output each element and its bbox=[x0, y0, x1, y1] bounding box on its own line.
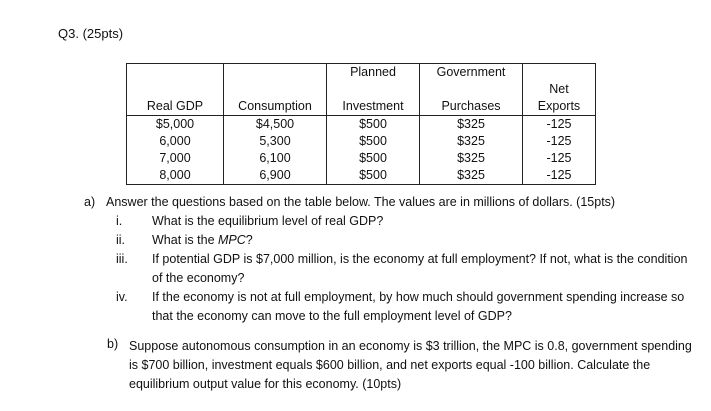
question-a-header bbox=[84, 193, 694, 212]
table-cell: $500 bbox=[327, 116, 420, 134]
table-row bbox=[127, 167, 596, 185]
table-cell: 7,000 bbox=[127, 150, 224, 167]
table-row bbox=[127, 150, 596, 167]
table-cell: $325 bbox=[420, 116, 523, 134]
header-top-consumption bbox=[224, 64, 327, 82]
item-text-italic-mpc: MPC bbox=[218, 233, 246, 247]
table-cell: 5,300 bbox=[224, 133, 327, 150]
table-cell: $325 bbox=[420, 167, 523, 185]
item-number: i. bbox=[116, 214, 123, 228]
header-top-real-gdp bbox=[127, 64, 224, 82]
header-investment: Investment bbox=[327, 81, 420, 116]
table-cell: $325 bbox=[420, 150, 523, 167]
table-row bbox=[127, 116, 596, 134]
item-number: iii. bbox=[116, 252, 128, 266]
question-a bbox=[84, 193, 694, 326]
table-cell: 6,100 bbox=[224, 150, 327, 167]
question-a-item-iii bbox=[84, 250, 694, 288]
header-real-gdp: Real GDP bbox=[127, 81, 224, 116]
header-top-net-exports bbox=[523, 64, 596, 82]
header-government: Purchases bbox=[420, 81, 523, 116]
item-number: ii. bbox=[116, 233, 126, 247]
question-a-text: Answer the questions based on the table below. The values are in millions of dollars. (15pts) bbox=[106, 195, 616, 209]
table-row bbox=[127, 133, 596, 150]
item-text-before: What is the bbox=[152, 233, 218, 247]
table-cell: $325 bbox=[420, 133, 523, 150]
item-text: What is the equilibrium level of real GDP? bbox=[152, 214, 384, 228]
question-b-label: b) bbox=[107, 337, 119, 351]
table-cell: -125 bbox=[523, 167, 596, 185]
table-cell: $500 bbox=[327, 167, 420, 185]
table-cell: 8,000 bbox=[127, 167, 224, 185]
question-a-item-iv bbox=[84, 288, 694, 326]
table-cell: $5,000 bbox=[127, 116, 224, 134]
item-number: iv. bbox=[116, 290, 128, 304]
table-cell: -125 bbox=[523, 133, 596, 150]
table-cell: $500 bbox=[327, 150, 420, 167]
item-text: If potential GDP is $7,000 million, is the economy at full employment? If not, what is the condition of the economy? bbox=[152, 252, 688, 285]
question-b bbox=[107, 337, 697, 394]
question-title: Q3. (25pts) bbox=[58, 26, 124, 41]
header-net-exports: Net Exports bbox=[523, 81, 596, 116]
table-cell: 6,000 bbox=[127, 133, 224, 150]
economic-data-table bbox=[126, 63, 596, 185]
item-text-after: ? bbox=[245, 233, 253, 247]
table-cell: -125 bbox=[523, 116, 596, 134]
table-cell: 6,900 bbox=[224, 167, 327, 185]
question-b-text: Suppose autonomous consumption in an economy is $3 trillion, the MPC is 0.8, government spending is $700 billion, investment equals $600 billion, and net exports equal -100 billion. Calculate the equilibrium output value for this economy. (10pts) bbox=[129, 339, 692, 391]
table-cell: $500 bbox=[327, 133, 420, 150]
header-top-investment: Planned bbox=[327, 64, 420, 82]
table-cell: -125 bbox=[523, 150, 596, 167]
header-top-government: Government bbox=[420, 64, 523, 82]
item-text: If the economy is not at full employment, by how much should government spending increase so that the economy can move to the full employment level of GDP? bbox=[152, 290, 685, 323]
question-a-item-i bbox=[84, 212, 694, 231]
question-a-label: a) bbox=[84, 195, 96, 209]
header-consumption: Consumption bbox=[224, 81, 327, 116]
table-cell: $4,500 bbox=[224, 116, 327, 134]
question-a-item-ii bbox=[84, 231, 694, 250]
